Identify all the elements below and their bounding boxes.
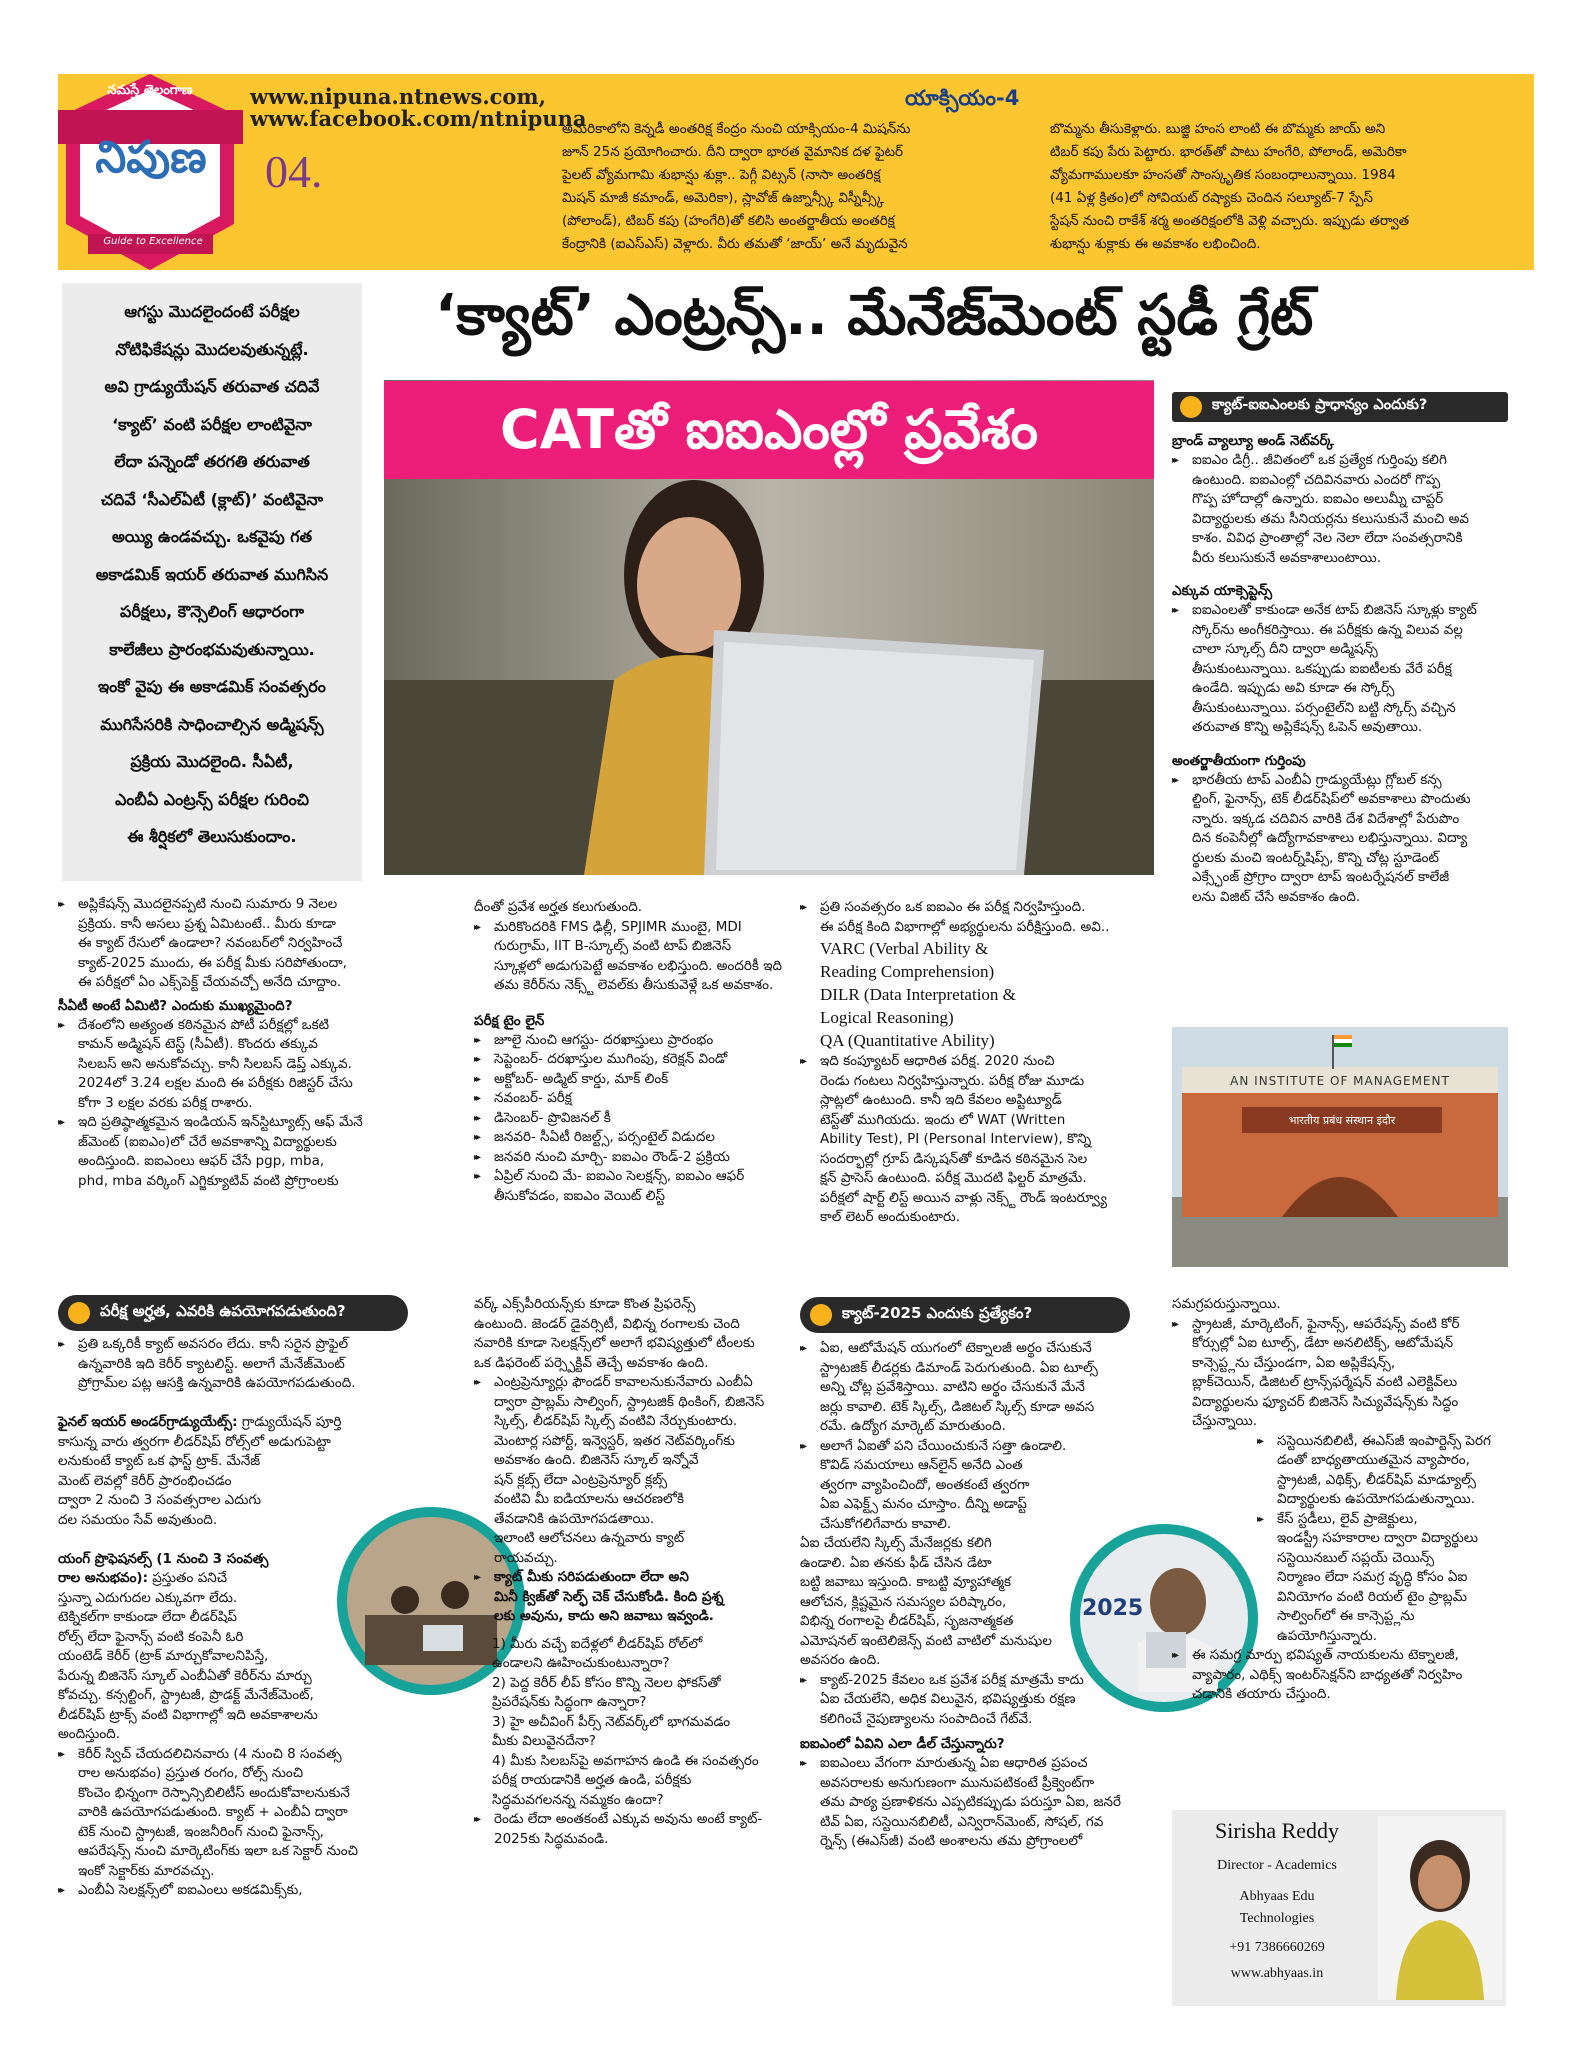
bottom-para: ▸▸ స్ట్రాటజీ, మార్కెటింగ్, ఫైనాన్స్, ఆపరేషన్స్ వంటి కోర్ కోర్సుల్లో ఏఐ టూల్స్, డేటా అనలిటిక్స్, ఆటోమేషన్ కాన్సెప్ట్లను చేస్తుండగా, ఏఐ అప్లికేషన్స్, బ్లాక్‌చెయిన్, డిజిటల్ ట్రాన్స్‌ఫర్మేషన్ వంటి ఎలెక్టివ్‌లు విద్యార్థులను ఫ్యూచర్ బిజినెస్ సిచ్యువేషన్స్‌కు సిద్ధం చేస్తున్నాయి. — [1172, 1315, 1508, 1432]
site-link[interactable]: www.nipuna.ntnews.com, — [250, 84, 546, 109]
col-a-para: ▸▸ దేశంలోని అత్యంత కఠినమైన పోటీ పరీక్షల్లో ఒకటి కామన్ అడ్మిషన్ టెస్ట్ (సీఏటీ). కొందరు తక్కువ సిలబస్ అని అనుకోవచ్చు. కానీ సిలబస్ డెప్త్ ఎక్కువ. 2024లో 3.24 లక్షల మంది ఈ పరీక్షకు రిజిస్టర్ చేసు కోగా 3 లక్షల వరకు పరీక్ష రాశారు. — [58, 1016, 456, 1114]
column-b — [474, 898, 814, 1206]
side-subhead: బ్రాండ్ వ్యాల్యూ అండ్ నెట్‌వర్క్ — [1172, 433, 1334, 449]
axiom-text-left: అమెరికాలోని కెన్నడీ అంతరిక్ష కేంద్రం నుంచి యాక్సియం-4 మిషన్‌ను జూన్ 25న ప్రయోగించారు. దీని ద్వారా భారత వైమానిక దళ ఫైటర్ పైలట్ వ్యోమగామి శుభాన్షు శుక్లా.. పెగ్గీ విట్సన్ (నాసా అంతరిక్ష మిషన్ మాజీ కమాండ్, అమెరికా), స్లావోజ్ ఉజ్నాన్స్కీ విస్నీవ్స్కీ (పోలాండ్), టిబర్ కపు (హంగేరి)తో కలిసి అంతర్జాతీయ అంతరిక్ష కేంద్రానికి (ఐఎస్ఎస్) వెళ్లారు. వీరు తమతో ‘జాయ్’ అనే మృదువైన — [562, 121, 911, 252]
side-subhead: ఎక్కువ యాక్సెప్టెన్స్ — [1172, 583, 1273, 599]
col-a-para: ▸▸ ఇది ప్రతిష్ఠాత్మకమైన ఇండియన్ ఇన్‌స్టిట్యూట్స్ ఆఫ్ మేనే జ్‌మెంట్ (ఐఐఎం)లో చేరే అవకాశాన్ని విద్యార్థులకు అందిస్తుంది. ఐఐఎంలు ఆఫర్ చేసే pgp, mba, phd, mba వర్కింగ్ ఎగ్జిక్యూటివ్ వంటి ప్రోగ్రాంలకు — [58, 1113, 456, 1191]
col-c-para: ▸▸ ఇది కంప్యూటర్ ఆధారిత పరీక్ష. 2020 నుంచి రెండు గంటలు నిర్వహిస్తున్నారు. పరీక్ష రోజు మూడు స్లాట్లలో ఉంటుంది. కానీ ఇది కేవలం అప్టిట్యూడ్ టెస్ట్‌తో ముగియదు. ఇందు లో WAT (Written Ability Test), PI (Personal Interview), కొన్ని సందర్భాల్లో గ్రూప్ డిస్కషన్‌తో కూడిన కఠినమైన సెల క్షన్ ప్రాసెస్ ఉంటుంది. పరీక్ష మొదటి ఫిల్టర్ మాత్రమే. పరీక్షలో షార్ట్ లిస్ట్ అయిన వాళ్లు నెక్స్ట్ రౌండ్ ఇంటర్వ్యూ కాల్ లెటర్ అందుకుంటారు. — [800, 1052, 1150, 1228]
building-sign-hindi: भारतीय प्रबंध संस्थान इंदौर — [1288, 1114, 1396, 1127]
iim-indore-building-photo — [1172, 1027, 1508, 1267]
side-section-header: క్యాట్-ఐఐఎంలకు ప్రాధాన్యం ఎందుకు? — [1172, 392, 1508, 422]
intro-box: ఆగస్టు మొదలైందంటే పరీక్షల నోటిఫికేషన్లు మొదలవుతున్నట్లే. అవి గ్రాడ్యుయేషన్ తరువాత చదివే ‘క్యాట్’ వంటి పరీక్షల లాంటివైనా లేదా పన్నెండో తరగతి తరువాత చదివే ‘సీఎల్ఏటీ (క్లాట్)’ వంటివైనా అయ్యి ఉండవచ్చు. ఒకవైపు గత అకాడమిక్ ఇయర్ తరువాత ముగిసిన పరీక్షలు, కౌన్సెలింగ్ ఆధారంగా కాలేజీలు ప్రారంభమవుతున్నాయి. ఇంకో వైపు ఈ అకాడమిక్ సంవత్సరం ముగిసేసరికి సాధించాల్సిన అడ్మిషన్స్ ప్రక్రియ మొదలైంది. సీఏటీ, ఎంబీఏ ఎంట్రన్స్ పరీక్షల గురించి ఈ శీర్షికలో తెలుసుకుందాం. — [62, 283, 362, 881]
iim-ai-subhead: ఐఐఎంలో ఏవిని ఎలా డీల్ చేస్తున్నారు? — [800, 1736, 1005, 1752]
bottom-para: ఏఐ చేయలేని స్కిల్స్ మేనేజర్లకు కలిగి ఉండాలి. ఏఐ తనకు ఫీడ్ చేసిన డేటా బట్టి జవాబు ఇస్తుంది. కాబట్టి వ్యూహాత్మక ఆలోచన, క్లిష్టమైన సమస్యల పరిష్కారం, విభిన్న రంగాలపై లీడర్‌షిప్, సృజనాత్మకత ఎమోషనల్ ఇంటెలిజెన్స్ వంటి వాటిలో మనుషుల అవసరం ఉంది. — [800, 1535, 1052, 1668]
bullet-dot-icon — [810, 1304, 832, 1326]
author-phone: +91 7386660269 — [1229, 1940, 1325, 1955]
col-c-para: ▸▸ ప్రతి సంవత్సరం ఒక ఐఐఎం ఈ పరీక్ష నిర్వహిస్తుంది. ఈ పరీక్ష కింది విభాగాల్లో అభ్యర్థులను పరీక్షిస్తుంది. అవి.. — [800, 898, 1150, 937]
website-url[interactable] — [250, 86, 587, 130]
year-badge: 2025 — [1082, 1596, 1144, 1621]
col-b-para: ▸▸ మరికొందరికి FMS ఢిల్లీ, SPJIMR ముంబై, MDI గురుగ్రామ్, IIT B-స్కూల్స్ వంటి టాప్ బిజినెస్ స్కూళ్లలో అడుగుపెట్టే అవకాశం లభిస్తుంది. అందరికీ ఇది తమ కెరీర్‌ను నెక్స్ట్ లెవల్‌కు తీసుకువెళ్లే ఒక అవకాశం. — [474, 918, 814, 996]
logo-main-text: నిపుణ — [95, 132, 207, 183]
bottom-para: ▸▸ ఏఐ, ఆటోమేషన్ యుగంలో టెక్నాలజీ అర్థం చేసుకునే స్ట్రాటజిక్ లీడర్లకు డిమాండ్ పెరుగుతుంది. ఏఐ టూల్స్ అన్ని చోట్ల ప్రవేశిస్తాయి. వాటిని అర్థం చేసుకునే మేనే జర్లు కావాలి. టెక్ స్కిల్స్, డిజిటల్ స్కిల్స్ కూడా అవస రమే. ఉద్యోగ మార్కెట్ మారుతుంది. — [800, 1339, 1150, 1437]
quiz-intro: ▸▸ క్యాట్ మీకు సరిపడుతుందా లేదా అని మినీ క్విజ్‌తో సెల్ఫ్ చెక్ చేసుకోండి. కింది ప్రశ్న లకు అవును, కాదు అని జవాబు ఇవ్వండి. — [474, 1568, 819, 1627]
bottom-para: సమగ్రపరుస్తున్నాయి. — [1172, 1296, 1281, 1312]
column-a — [58, 895, 456, 1191]
bottom-para: ▸▸ ఎంట్రప్రెన్యూర్లు ఫౌండర్ కావాలనుకునేవారు ఎంబీఏ ద్వారా ప్రాబ్లమ్ సాల్వింగ్, స్ట్రాటజిక్ థింకింగ్, బిజినెస్ స్కిల్స్, లీడర్‌షిప్ స్కిల్స్ వంటివి నేర్చుకుంటారు. మెంటార్ల సపోర్ట్, ఇన్వెస్టర్, ఇతర నెట్‌వర్కింగ్‌కు అవకాశం ఉంది. బిజినెస్ స్కూల్ ఇన్నోవే షన్ క్లబ్స్ లేదా ఎంట్రప్రెన్యూర్ క్లబ్స్ వంటివి మీ ఐడియాలను ఆచరణలోకి తేవడానికి ఉపయోగపడతాయి. ఇలాంటి ఆలోచనలు ఉన్నవారు క్యాట్ రాయవచ్చు. — [474, 1373, 819, 1568]
axiom-title: యాక్సియం-4 — [905, 86, 1020, 110]
side-column — [1172, 392, 1508, 907]
cat-iim-banner: CATతో ఐఐఎంల్లో ప్రవేశం — [384, 381, 1154, 479]
bullet-dot-icon — [1180, 396, 1202, 418]
timeline-item: ▸▸ జనవరి- సీఏటీ రిజల్ట్స్, పర్సంటైల్ విడుదల — [474, 1128, 814, 1148]
side-paragraph: ▸▸ ఐఐఎంలతో కాకుండా అనేక టాప్ బిజినెస్ స్కూళ్లు క్యాట్ స్కోర్‌ను అంగీకరిస్తాయి. ఈ పరీక్షకు ఉన్న విలువ వల్ల చాలా స్కూల్స్ దీని ద్వారా అడ్మిషన్స్ తీసుకుంటున్నాయి. ఒకప్పుడు ఐఐటీలకు వేరే పరీక్ష ఉండేది. ఇప్పుడు అవి కూడా ఈ స్కోర్స్ తీసుకుంటున్నాయి. పర్సంటైల్‌ని బట్టి స్కోర్స్ వచ్చిన తరువాత కొన్ని అప్లికేషన్స్ ఓపెన్ అవుతాయి. — [1172, 601, 1508, 738]
side-subhead: అంతర్జాతీయంగా గుర్తింపు — [1172, 752, 1306, 769]
bottom-para: ఫైనల్ ఇయర్ అండర్‌గ్రాడ్యుయేట్స్: గ్రాడ్యుయేషన్ పూర్తి కాసున్న వారు త్వరగా లీడర్‌షిప్ రోల్స్‌లో అడుగుపెట్టా లనుకుంటే క్యాట్ ఒక ఫాస్ట్ ట్రాక్. మేనేజ్ మెంట్ లెవల్లో కెరీర్ ప్రారంభించడం ద్వారా 2 నుంచి 3 సంవత్సరాల ఎదుగు దల సమయం సేవ్ అవుతుంది. — [58, 1414, 342, 1528]
col-a-subhead: సీఏటీ అంటే ఏమిటి? ఎందుకు ముఖ్యమైంది? — [58, 997, 293, 1014]
eligibility-header: పరీక్ష అర్హత, ఎవరికి ఉపయోగపడుతుంది? — [58, 1295, 408, 1331]
cat2025-header: క్యాట్-2025 ఎందుకు ప్రత్యేకం? — [800, 1297, 1130, 1333]
timeline-subhead: పరీక్ష టైం లైన్ — [474, 1012, 545, 1029]
facebook-link[interactable]: www.facebook.com/ntnipuna — [250, 106, 587, 131]
author-website[interactable]: www.abhyaas.in — [1230, 1966, 1324, 1981]
bottom-para: ▸▸ సస్టెయినబిలిటీ, ఈఎస్‌జీ ఇంపార్టెన్స్ పెరగ డంతో బాధ్యతాయుతమైన వ్యాపారం, స్ట్రాటజీ, ఎథిక్స్, లీడర్‌షిప్ మాడ్యూల్స్ విద్యార్థులకు ఉపయోగపడుతున్నాయి. — [1257, 1432, 1508, 1510]
bullet-dot-icon — [68, 1302, 90, 1324]
author-name: Sirisha Reddy — [1214, 1818, 1340, 1843]
bottom-para: యంగ్ ప్రొఫెషనల్స్ (1 నుంచి 3 సంవత్స రాల అనుభవం): ప్రస్తుతం పనిచే స్తున్నా ఎదుగుదల ఎక్కువగా లేదు. టెక్నికల్‌గా కాకుండా లేదా లీడర్‌షిప్ రోల్స్ లేదా ఫైనాన్స్ వంటి కంపెనీ ఓరి యంటెడ్ కెరీర్ (ట్రాక్ మార్చుకోవాలనిపిస్తే, పేరున్న బిజినెస్ స్కూల్ ఎంబీఏతో కెరీర్‌ను మార్చు కోవచ్చు. కన్సల్టింగ్, స్ట్రాటజీ, ప్రొడక్ట్ మేనేజ్‌మెంట్, లీడర్‌షిప్ ట్రాక్స్ వంటి విభాగాల్లో ఇది అవకాశాలను అందిస్తుంది. — [58, 1550, 318, 1742]
bottom-para: ▸▸ ఎంబీఏ సెలక్షన్స్‌లో ఐఐఎంలు అకడమిక్స్‌కు, — [58, 1881, 456, 1901]
bottom-para: ▸▸ ఐఐఎంలు వేగంగా మారుతున్న ఏఐ ఆధారిత ప్రపంచ అవసరాలకు అనుగుణంగా మునుపటికంటే ప్రీక్వెంట్‌గా తమ పాఠ్య ప్రణాళికను ఎప్పటికప్పుడు పరుస్తూ ఏఐ, జనరే టివ్ ఏఐ, సస్టెయినబిలిటీ, ఎన్విరాన్‌మెంట్, సోషల్, గవ ర్నెన్స్ (ఈఎస్‌జీ) వంటి అంశాలను తమ ప్రోగ్రాంలలో — [800, 1754, 1150, 1852]
author-photo — [1378, 1816, 1502, 2000]
timeline-item: ▸▸ డిసెంబర్- ప్రొవిజనల్ కీ — [474, 1109, 814, 1129]
bottom-para: ▸▸ ప్రతి ఒక్కరికీ క్యాట్ అవసరం లేదు. కానీ సరైన ప్రొఫైల్ ఉన్నవారికి ఇది కెరీర్ క్యాటలిస్ట్. అలాగే మేనేజ్‌మెంట్ ప్రోగ్రామ్‌ల పట్ల ఆసక్తి ఉన్నవారికి ఉపయోగపడుతుంది. — [58, 1335, 456, 1394]
timeline-item: ▸▸ నవంబర్- పరీక్ష — [474, 1089, 814, 1109]
author-org: Abhyaas Edu Technologies — [1239, 1889, 1315, 1926]
bottom-para: ▸▸ ఈ సమగ్ర మార్పు భవిష్యత్ నాయకులను టెక్నాలజీ, వ్యాపారం, ఎథిక్స్ ఇంటర్‌సెక్షన్‌ని బాధ్యతతో నిర్వహిం చడానికి తయారు చేస్తుంది. — [1172, 1646, 1508, 1705]
author-role: Director - Academics — [1217, 1858, 1337, 1873]
author-box — [1172, 1810, 1506, 2006]
bottom-para: ▸▸ అలాగే ఏఐతో పని చేయించుకునే సత్తా ఉండాలి. కొవిడ్ సమయాలు ఆన్‌లైన్ అనేది ఎంత త్వరగా వ్యాపించిందో, అంతకంటే త్వరగా ఏఐ ఎఫెక్ట్స్ మనం చూస్తాం. దీన్ని అడాప్ట్ చేసుకోగలిగేవారు కావాలి. — [800, 1437, 1150, 1535]
timeline-item: ▸▸ అక్టోబర్- అడ్మిట్ కార్డు, మాక్ లింక్ — [474, 1070, 814, 1090]
timeline-item: ▸▸ సెప్టెంబర్- దరఖాస్తుల ముగింపు, కరెక్షన్ విండో — [474, 1050, 814, 1070]
quiz-result: ▸▸ రెండు లేదా అంతకంటే ఎక్కువ అవును అంటే క్యాట్- 2025కు సిద్ధమవండి. — [474, 1810, 819, 1849]
timeline-item: ▸▸ ఏప్రిల్ నుంచి మే- ఐఐఎం సెలక్షన్స్, ఐఐఎం ఆఫర్ తీసుకోవడం, ఐఐఎం వెయిట్ లిస్ట్ — [474, 1167, 814, 1206]
logo-top-text: నమస్తే తెలంగాణ — [107, 83, 193, 98]
side-paragraph: ▸▸ ఐఐఎం డిగ్రీ.. జీవితంలో ఒక ప్రత్యేక గుర్తింపు కలిగి ఉంటుంది. ఐఐఎంల్లో చదివినవారు ఎందరో గొప్ప గొప్ప హోదాల్లో ఉన్నారు. ఐఐఎం అలుమ్నీ చాప్టర్ విద్యార్థులకు తమ సీనియర్లను కలుసుకునే మంచి అవ కాశం. వివిధ ప్రాంతాల్లో నెల నెలా లేదా సంవత్సరానికి వీరు కలుసుకునే అవకాశాలుంటాయి. — [1172, 451, 1508, 568]
col-a-para: ▸▸ అప్లికేషన్స్ మొదలైనప్పటి నుంచి సుమారు 9 నెలల ప్రక్రియ. కానీ అసలు ప్రశ్న ఏమిటంటే.. మీరు కూడా ఈ క్యాట్ రేసులో ఉండాలా? నవంబర్‌లో నిర్వహించే క్యాట్-2025 ముందు, ఈ పరీక్ష మీకు సరిపోతుందా, ఈ పరీక్షలో ఏం ఎక్స్‌పెక్ట్ చేయవచ్చో అనేది చూద్దాం. — [58, 895, 456, 993]
timeline-item: ▸▸ జనవరి నుంచి మార్చి- ఐఐఎం రౌండ్-2 ప్రక్రియ — [474, 1148, 814, 1168]
column-c — [800, 898, 1150, 1228]
page-number: 04. — [265, 146, 323, 197]
axiom-text-right: బొమ్మను తీసుకెళ్లారు. బుజ్జి హంస లాంటి ఈ బొమ్మకు జాయ్ అని టిబర్ కపు పేరు పెట్టారు. భారత్‌తో పాటు హంగేరి, పోలాండ్, అమెరికా వ్యోమగాములకూ హంసతో సాంస్కృతిక సంబంధాలున్నాయి. 1984 (41 ఏళ్ల క్రితం)లో సోవియట్ రష్యాకు చెందిన సల్యూట్-7 స్పేస్ స్టేషన్ నుంచి రాకేశ్ శర్మ అంతరిక్షంలోకి వెళ్లి వచ్చారు. ఇప్పుడు తర్వాత శుభాన్షు శుక్లాకు ఈ అవకాశం లభించింది. — [1050, 121, 1410, 252]
col-b-para: దీంతో ప్రవేశ అర్హత కలుగుతుంది. — [474, 899, 643, 915]
timeline-item: ▸▸ జూలై నుంచి ఆగస్టు- దరఖాస్తులు ప్రారంభం — [474, 1031, 814, 1051]
side-paragraph: ▸▸ భారతీయ టాప్ ఎంబీఏ గ్రాడ్యుయేట్లు గ్లోబల్ కన్స ల్టింగ్, ఫైనాన్స్, టెక్ లీడర్‌షిప్‌లో అవకాశాలు పొందుతు న్నారు. ఇక్కడ చదివిన వారికి దేశ విదేశాల్లో పేరుపొం దిన కంపెనీల్లో ఉద్యోగావకాశాలు లభిస్తున్నాయి. విద్యా ర్థులకు మంచి ఇంటర్న్‌షిప్స్, కొన్ని చోట్ల స్టూడెంట్ ఎక్స్ఛేంజ్ ప్రోగ్రాం ద్వారా టాప్ ఇంటర్నేషనల్ కాలేజీ లను విజిట్ చేసే అవకాశం ఉంది. — [1172, 771, 1508, 908]
quiz-item: 4) మీకు సిలబస్‌పై అవగాహన ఉండి ఈ సంవత్సరం పరీక్ష రాయడానికి అర్హత ఉండి, పరీక్షకు సిద్ధమవగలనన్న నమ్మకం ఉందా? — [492, 1752, 759, 1808]
bottom-column-2 — [474, 1295, 819, 1849]
bottom-para: ▸▸ కేస్ స్టడీలు, లైవ్ ప్రాజెక్టులు, ఇండస్ట్రీ సహకారాల ద్వారా విద్యార్థులు సస్టెయినబుల్ సప్లయ్ చెయిన్స్ నిర్మాణం లేదా సమగ్ర వృద్ధి కోసం ఏఐ వినియోగం వంటి రియల్ టైం ప్రాబ్లమ్ సాల్వింగ్‌లో ఈ కాన్సెప్ట్లను ఉపయోగిస్తున్నారు. — [1257, 1510, 1508, 1647]
building-sign-english: AN INSTITUTE OF MANAGEMENT — [1230, 1074, 1450, 1088]
quiz-item: 2) పెద్ద కెరీర్ లీప్ కోసం కొన్ని నెలల ఫోకస్‌తో ప్రిపరేషన్‌కు సిద్ధంగా ఉన్నారా? — [492, 1674, 721, 1710]
bottom-para: ▸▸ క్యాట్-2025 కేవలం ఒక ప్రవేశ పరీక్ష మాత్రమే కాదు ఏఐ చేయలేని, అధిక విలువైన, భవిష్యత్తుకు రక్షణ కలిగించే నైపుణ్యాలను సంపాదించే గేట్‌వే. — [800, 1671, 1150, 1730]
quiz-item: 3) హై అచీవింగ్ పీర్స్ నెట్‌వర్క్‌లో భాగమవడం మీకు విలువైనదేనా? — [492, 1713, 731, 1749]
bottom-column-4 — [1172, 1295, 1508, 1705]
bottom-para: ▸▸ కెరీర్ స్విచ్ చేయదలిచినవారు (4 నుంచి 8 సంవత్స రాల అనుభవం) ప్రస్తుత రంగం, రోల్స్ నుంచి కొంచెం భిన్నంగా రెస్పాన్సిబిలిటీస్ అందుకోవాలనుకునే వారికి ఉపయోగపడుతుంది. క్యాట్ + ఎంబీఏ ద్వారా టెక్ నుంచి స్ట్రాటజీ, ఇంజనీరింగ్ నుంచి ఫైనాన్స్, ఆపరేషన్స్ నుంచి మార్కెటింగ్‌కు ఇలా ఒక సెక్టార్ నుంచి ఇంకో సెక్టార్‌కు మారవచ్చు. — [58, 1745, 456, 1882]
logo-tagline: Guide to Excellence — [103, 236, 203, 247]
quiz-item: 1) మీరు వచ్చే ఐదేళ్లలో లీడర్‌షిప్ రోల్‌లో ఉండాలని ఊహించుకుంటున్నారా? — [492, 1635, 703, 1671]
bottom-para: వర్క్ ఎక్స్‌పీరియన్స్‌కు కూడా కొంత ప్రిఫరెన్స్ ఉంటుంది. జెండర్ డైవర్సిటీ, విభిన్న రంగాలకు చెంది నవారికి కూడా సెలక్షన్స్‌లో అలాగే భవిష్యత్తులో టీంలకు ఒక డిఫరెంట్ పర్స్పెక్టివ్ తెచ్చే అవకాశం ఉంది. — [474, 1296, 755, 1371]
exam-sections: VARC (Verbal Ability & Reading Comprehension) DILR (Data Interpretation & Logical Reasoning) QA (Quantitative Ability) — [820, 939, 1016, 1050]
page-headline: ‘క్యాట్’ ఎంట్రన్స్.. మేనేజ్‌మెంట్ స్టడీ గ్రేట్ — [435, 283, 1314, 348]
